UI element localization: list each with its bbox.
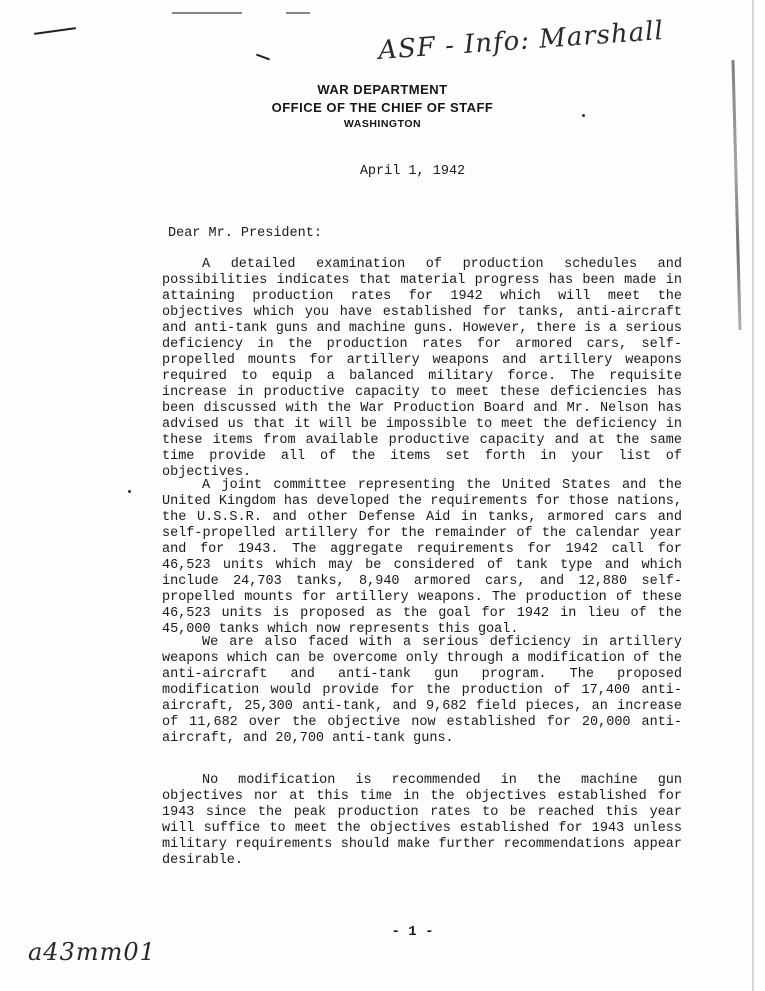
handwritten-routing-note: ASF - Info: Marshall bbox=[377, 16, 665, 66]
letter-salutation: Dear Mr. President: bbox=[168, 226, 322, 241]
letterhead-city: WASHINGTON bbox=[343, 118, 422, 130]
letter-date: April 1, 1942 bbox=[359, 164, 466, 179]
handwritten-archive-code: a43mm01 bbox=[28, 938, 156, 966]
letterhead-department: WAR DEPARTMENT bbox=[317, 82, 448, 97]
ink-dot bbox=[128, 490, 131, 493]
page-number: - 1 - bbox=[391, 924, 434, 940]
ink-dash-mark bbox=[34, 27, 76, 35]
letter-paragraph: A detailed examination of production schedules and possibilities indicates that material progress has been made in attaining production rates for 1942 which will meet the objectives which you have established for tanks, anti-aircraft and anti-tank guns and machine guns. However, there is a serious deficiency in the production rates for armored cars, self-propelled mounts for artillery weapons and artillery weapons required to equip a balanced military force. The requisite increase in productive capacity to meet these deficiencies has been discussed with the War Production Board and Mr. Nelson has advised us that it will be impossible to meet the deficiency in these items from available productive capacity and at the same time provide all of the items set forth in your list of objectives. bbox=[162, 257, 682, 480]
ink-smudge-mark bbox=[172, 12, 242, 14]
letter-paragraph: A joint committee representing the United States and the United Kingdom has developed the requirements for those nations, the U.S.S.R. and other Defense Aid in tanks, armored cars and self-propelled artillery for the remainder of the calendar year and for 1943. The aggregate requirements for 1942 call for 46,523 units which may be considered of tank type and which include 24,703 tanks, 8,940 armored cars, and 12,880 self-propelled mounts for artillery weapons. The production of these 46,523 units is proposed as the goal for 1942 in lieu of the 45,000 tanks which now represents this goal. bbox=[162, 478, 682, 637]
ink-squiggle-mark bbox=[256, 54, 270, 61]
ink-smudge-mark bbox=[286, 12, 310, 14]
letter-paragraph: We are also faced with a serious deficiency in artillery weapons which can be overcome only through a modification of the anti-aircraft and anti-tank gun program. The proposed modification would provide for the production of 17,400 anti-aircraft, 25,300 anti-tank, and 9,682 field pieces, an increase of 11,682 over the objective now established for 20,000 anti-aircraft, and 20,700 anti-tank guns. bbox=[162, 635, 682, 746]
letterhead-office: OFFICE OF THE CHIEF OF STAFF bbox=[271, 100, 494, 115]
scan-edge-line bbox=[752, 0, 754, 991]
letter-paragraph: No modification is recommended in the machine gun objectives nor at this time in the objectives established for 1943 since the peak production rates to be reached this year will suffice to meet the objectives established for 1943 unless military requirements should make further recommendations appear desirable. bbox=[162, 773, 682, 868]
